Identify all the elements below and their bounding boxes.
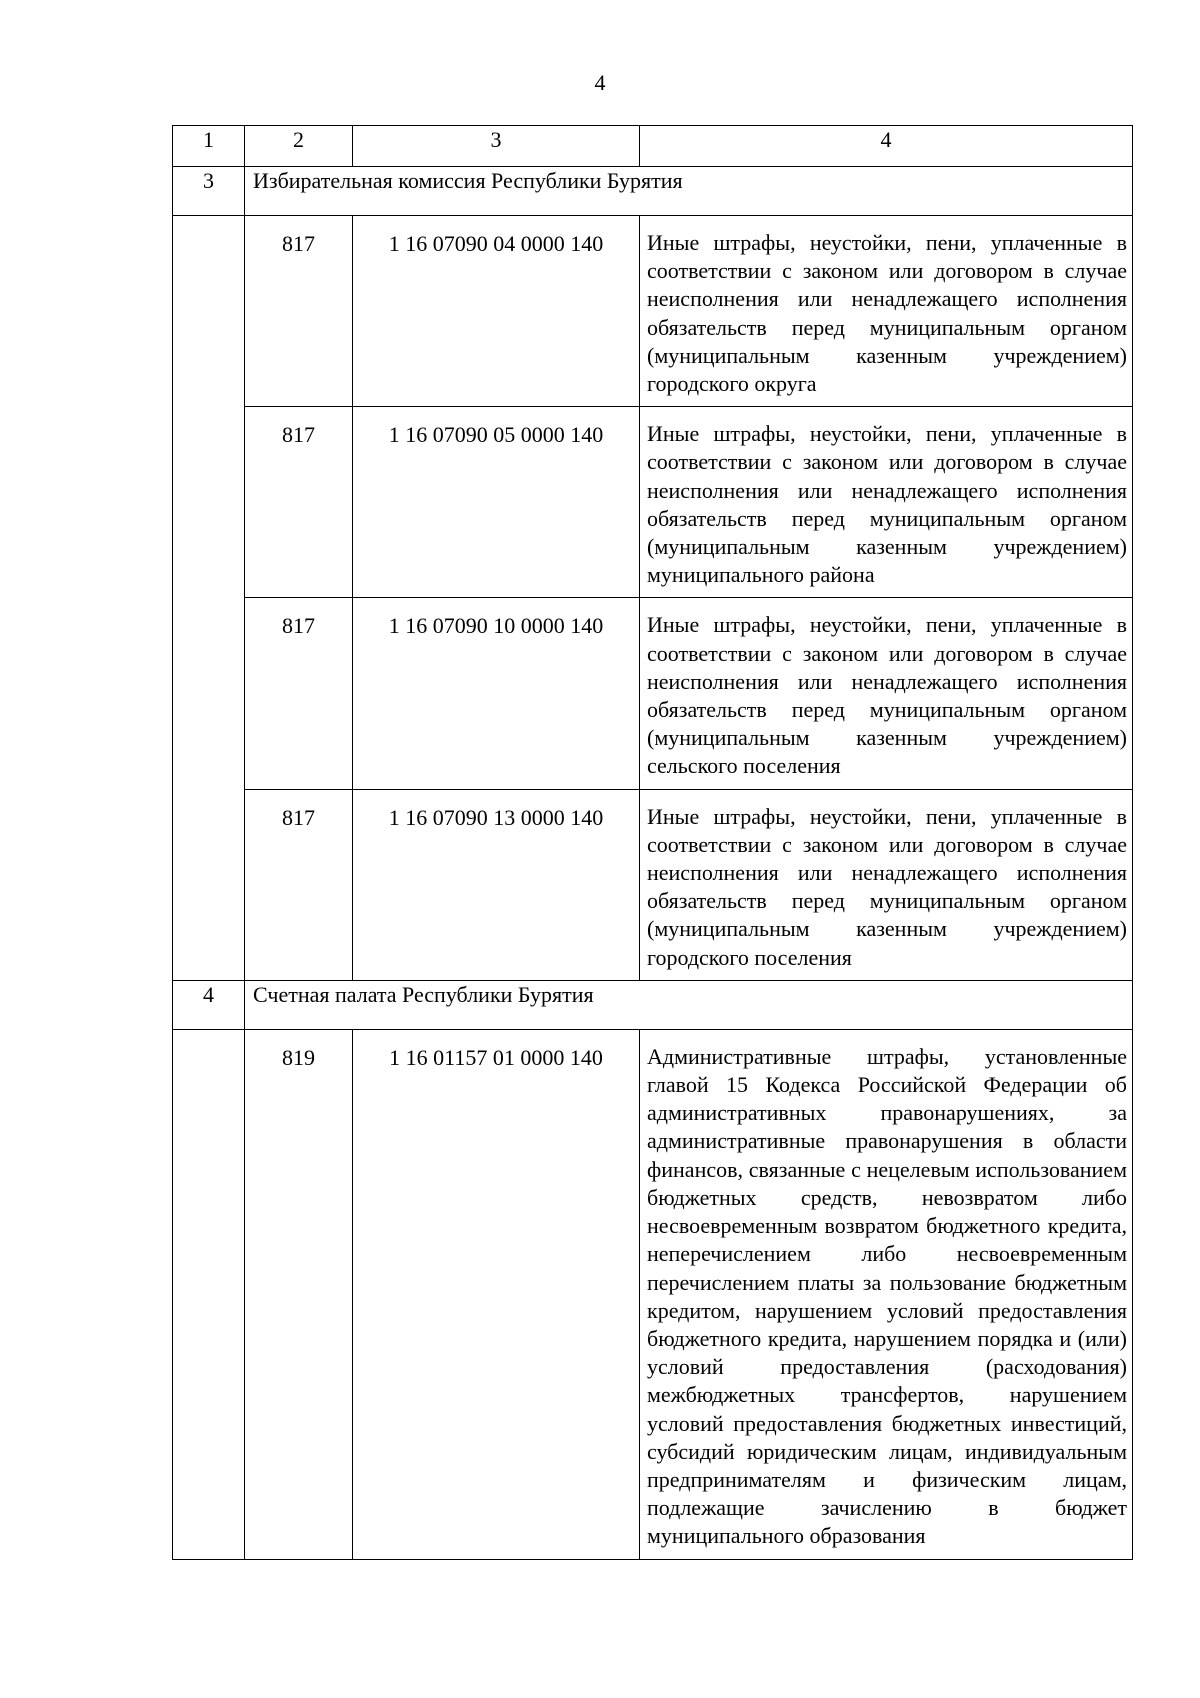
- revenue-code-cell: 1 16 07090 13 0000 140: [353, 789, 640, 980]
- admin-code-cell: 817: [245, 789, 353, 980]
- section-number: 3: [173, 167, 245, 216]
- table-row: [173, 789, 1133, 980]
- table-row: [173, 407, 1133, 598]
- column-header-1: 1: [173, 126, 245, 167]
- section-title: Счетная палата Республики Бурятия: [245, 980, 1133, 1029]
- admin-code-cell: 817: [245, 407, 353, 598]
- description-cell: Иные штрафы, неустойки, пени, уплаченные в соответствии с законом или договором в случае неисполнения или ненадлежащего исполнения обязательств перед муниципальным органом (муниципальным казенным учреждением) городского округа: [640, 216, 1133, 407]
- admin-code-cell: 817: [245, 216, 353, 407]
- admin-code-cell: 819: [245, 1029, 353, 1559]
- section-title: Избирательная комиссия Республики Бурятия: [245, 167, 1133, 216]
- table-row: [173, 598, 1133, 789]
- section-row: [173, 980, 1133, 1029]
- section-number: 4: [173, 980, 245, 1029]
- revenue-code-cell: 1 16 07090 04 0000 140: [353, 216, 640, 407]
- column-header-3: 3: [353, 126, 640, 167]
- page-number: 4: [594, 70, 606, 95]
- table-header-row: [173, 126, 1133, 167]
- description-cell: Иные штрафы, неустойки, пени, уплаченные в соответствии с законом или договором в случае неисполнения или ненадлежащего исполнения обязательств перед муниципальным органом (муниципальным казенным учреждением) городского поселения: [640, 789, 1133, 980]
- section-indent-cell: [173, 1029, 245, 1559]
- description-cell: Иные штрафы, неустойки, пени, уплаченные в соответствии с законом или договором в случае неисполнения или ненадлежащего исполнения обязательств перед муниципальным органом (муниципальным казенным учреждением) муниципального района: [640, 407, 1133, 598]
- admin-code-cell: 817: [245, 598, 353, 789]
- revenue-code-cell: 1 16 07090 10 0000 140: [353, 598, 640, 789]
- description-cell: Административные штрафы, установленные главой 15 Кодекса Российской Федерации об административных правонарушениях, за административные правонарушения в области финансов, связанные с нецелевым использованием бюджетных средств, невозвратом либо несвоевременным возвратом бюджетного кредита, неперечислением либо несвоевременным перечислением платы за пользование бюджетным кредитом, нарушением условий предоставления бюджетного кредита, нарушением порядка и (или) условий предоставления (расходования) межбюджетных трансфертов, нарушением условий предоставления бюджетных инвестиций, субсидий юридическим лицам, индивидуальным предпринимателям и физическим лицам, подлежащие зачислению в бюджет муниципального образования: [640, 1029, 1133, 1559]
- column-header-4: 4: [640, 126, 1133, 167]
- revenue-code-cell: 1 16 01157 01 0000 140: [353, 1029, 640, 1559]
- table-row: [173, 216, 1133, 407]
- description-cell: Иные штрафы, неустойки, пени, уплаченные в соответствии с законом или договором в случае неисполнения или ненадлежащего исполнения обязательств перед муниципальным органом (муниципальным казенным учреждением) сельского поселения: [640, 598, 1133, 789]
- revenue-code-cell: 1 16 07090 05 0000 140: [353, 407, 640, 598]
- section-indent-cell: [173, 216, 245, 981]
- column-header-2: 2: [245, 126, 353, 167]
- table-row: [173, 1029, 1133, 1559]
- revenue-table: [172, 125, 1133, 1560]
- section-row: [173, 167, 1133, 216]
